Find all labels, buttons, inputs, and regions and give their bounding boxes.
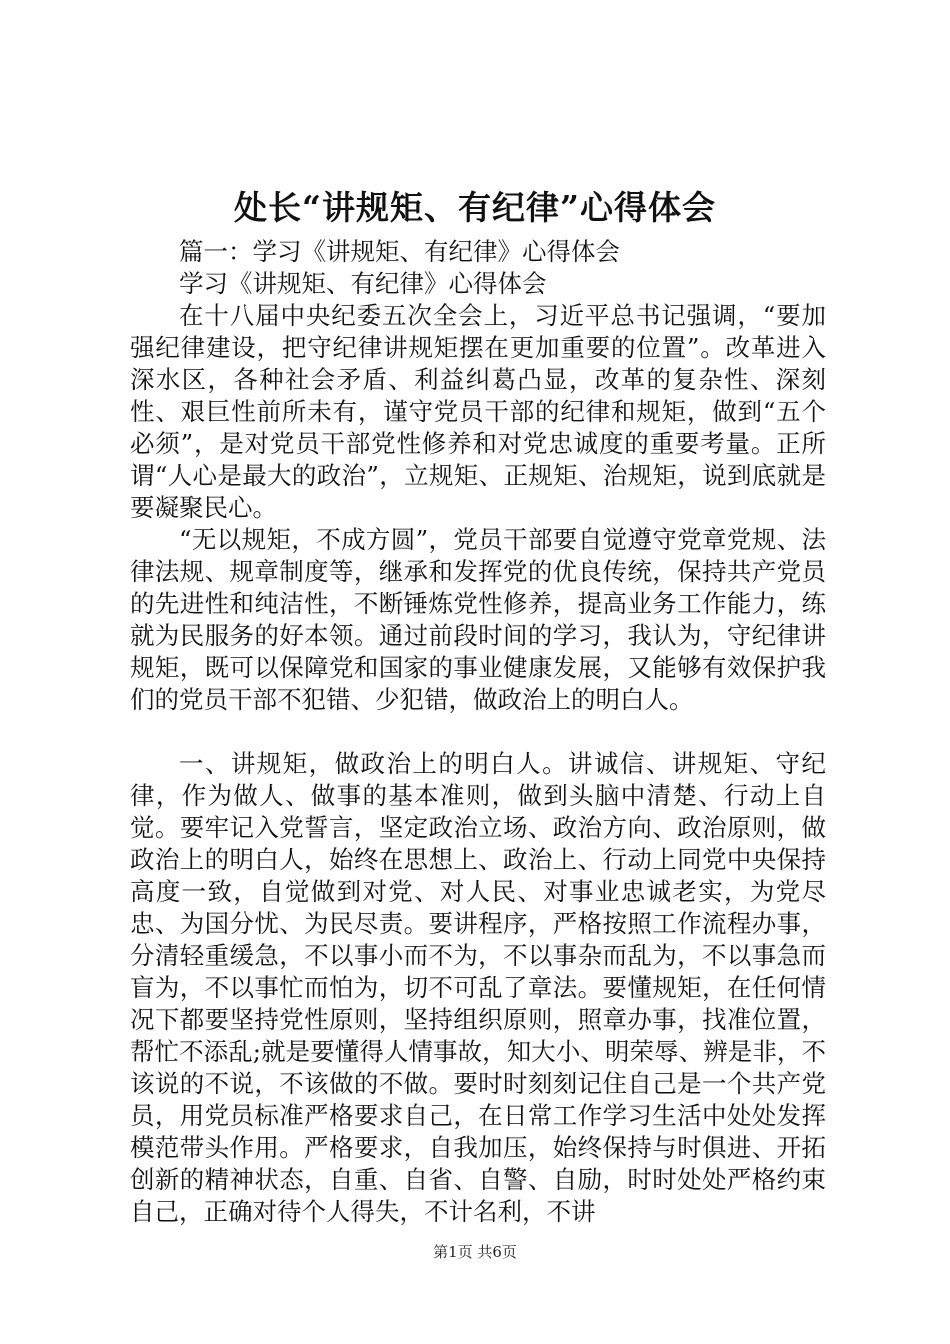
document-body <box>130 236 826 1228</box>
page-number-footer: 第1页 共6页 <box>433 1243 517 1261</box>
document-title: 处长“讲规矩、有纪律”心得体会 <box>234 188 716 227</box>
body-paragraph: “无以规矩，不成方圆”，党员干部要自觉遵守党章党规、法律法规、规章制度等，继承和发挥党的优良传统，保持共产党员的先进性和纯洁性，不断锤炼党性修养，提高业务工作能力，练就为民服务的好本领。通过前段时间的学习，我认为，守纪律讲规矩，既可以保障党和国家的事业健康发展，又能够有效保护我们的党员干部不犯错、少犯错，做政治上的明白人。 <box>130 525 826 714</box>
subtitle-article: 学习《讲规矩、有纪律》心得体会 <box>179 269 547 298</box>
body-paragraph: 在十八届中央纪委五次全会上，习近平总书记强调，“要加强纪律建设，把守纪律讲规矩摆在更加重要的位置”。改革进入深水区，各种社会矛盾、利益纠葛凸显，改革的复杂性、深刻性、艰巨性前所未有，谨守党员干部的纪律和规矩，做到“五个必须”，是对党员干部党性修养和对党忠诚度的重要考量。正所谓“人心是最大的政治”，立规矩、正规矩、治规矩，说到底就是要凝聚民心。 <box>130 301 826 522</box>
paragraph-spacer <box>130 716 826 748</box>
body-paragraph: 一、讲规矩，做政治上的明白人。讲诚信、讲规矩、守纪律，作为做人、做事的基本准则，做到头脑中清楚、行动上自觉。要牢记入党誓言，坚定政治立场、政治方向、政治原则，做政治上的明白人，始终在思想上、政治上、行动上同党中央保持高度一致，自觉做到对党、对人民、对事业忠诚老实，为党尽忠、为国分忧、为民尽责。要讲程序，严格按照工作流程办事，分清轻重缓急，不以事小而不为，不以事杂而乱为，不以事急而盲为，不以事忙而怕为，切不可乱了章法。要懂规矩，在任何情况下都要坚持党性原则，坚持组织原则，照章办事，找准位置，帮忙不添乱;就是要懂得人情事故，知大小、明荣辱、辨是非，不该说的不说，不该做的不做。要时时刻刻记住自己是一个共产党员，用党员标准严格要求自己，在日常工作学习生活中处处发挥模范带头作用。严格要求，自我加压，始终保持与时俱进、开拓创新的精神状态，自重、自省、自警、自励，时时处处严格约束自己，正确对待个人得失，不计名利，不讲 <box>130 749 826 1226</box>
subtitle-chapter: 篇一：学习《讲规矩、有纪律》心得体会 <box>179 237 620 266</box>
